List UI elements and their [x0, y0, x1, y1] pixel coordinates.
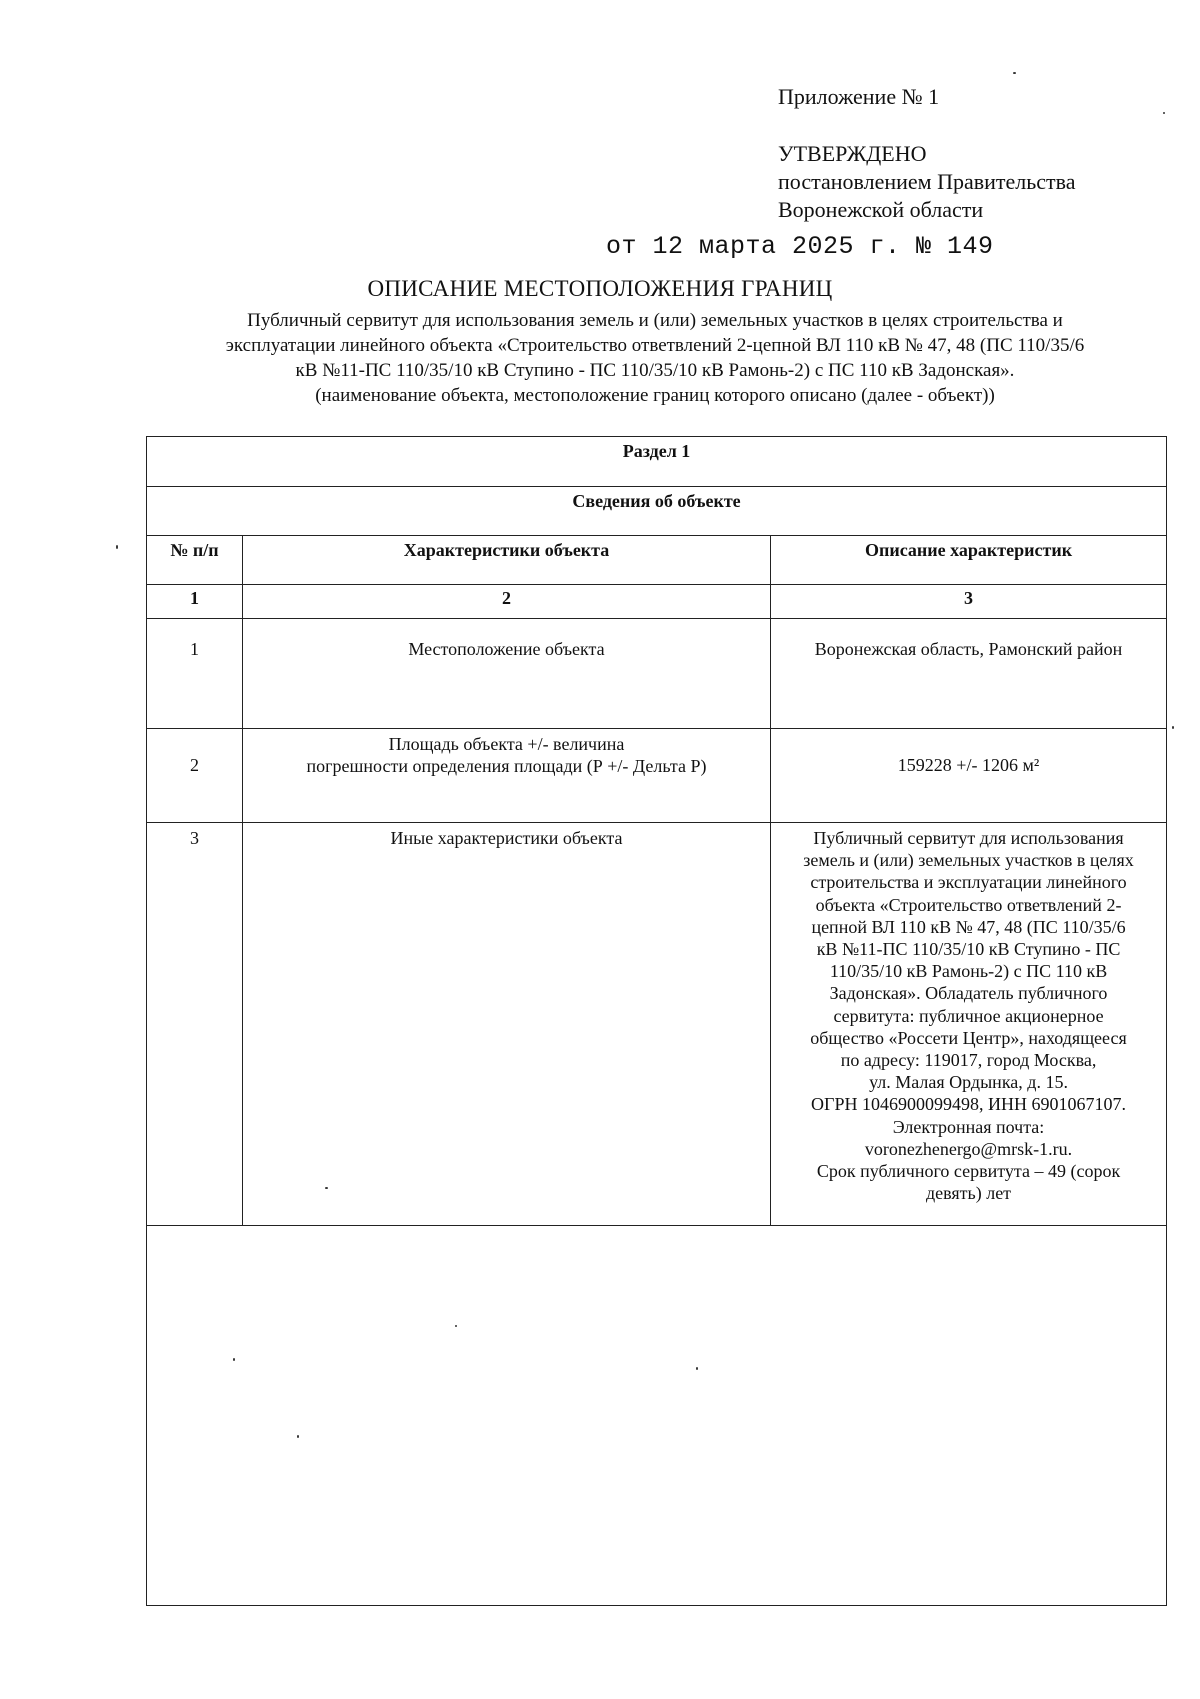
scan-speck: [325, 1187, 328, 1189]
section-title: Раздел 1: [147, 437, 1167, 487]
description-line: ОГРН 1046900099498, ИНН 6901067107.: [811, 1094, 1126, 1115]
empty-area: [147, 1226, 1167, 1606]
scan-speck: [455, 1325, 457, 1327]
row-characteristic: Местоположение объекта: [243, 619, 771, 729]
appendix-label: Приложение № 1: [778, 84, 940, 109]
approved-line: УТВЕРЖДЕНО: [778, 141, 927, 166]
scan-speck: [1013, 72, 1016, 74]
subtitle-line: кВ №11-ПС 110/35/10 кВ Ступино - ПС 110/35/10 кВ Рамонь-2) с ПС 110 кВ Задонская».: [295, 360, 1015, 381]
row-num: 3: [147, 823, 243, 1226]
row-num: 2: [147, 729, 243, 823]
description-line: Задонская». Обладатель публичного: [829, 983, 1108, 1004]
decree-reference: от 12 марта 2025 г. № 149: [606, 232, 994, 261]
description-line: земель и (или) земельных участков в целях: [803, 850, 1134, 871]
characteristic-line: Площадь объекта +/- величина: [388, 734, 625, 754]
description-line: кВ №11-ПС 110/35/10 кВ Ступино - ПС: [816, 939, 1121, 960]
row-num: 1: [147, 619, 243, 729]
description-line: строительства и эксплуатации линейного: [810, 872, 1127, 893]
object-info-table: [146, 436, 1167, 1606]
approved-line: Воронежской области: [778, 197, 984, 222]
empty-area-row: [147, 1226, 1167, 1606]
header-characteristic: Характеристики объекта: [243, 536, 771, 585]
description-line: 110/35/10 кВ Рамонь-2) с ПС 110 кВ: [829, 961, 1108, 982]
description-line: по адресу: 119017, город Москва,: [840, 1050, 1097, 1071]
scan-speck: [1163, 112, 1165, 114]
row-description: Воронежская область, Рамонский район: [771, 619, 1167, 729]
scan-speck: [116, 545, 118, 549]
section-row: [147, 437, 1167, 487]
table-row: [147, 729, 1167, 823]
description-line: объекта «Строительство ответвлений 2-: [815, 894, 1122, 915]
col-number: 3: [771, 585, 1167, 619]
scan-speck: [696, 1367, 698, 1370]
description-line: общество «Россети Центр», находящееся: [810, 1027, 1127, 1048]
description-line: девять) лет: [925, 1183, 1012, 1204]
header-row: [147, 536, 1167, 585]
subtitle-line: Публичный сервитут для использования земель и (или) земельных участков в целях строительства и: [247, 310, 1063, 331]
approval-block: [778, 140, 1076, 224]
row-characteristic: Иные характеристики объекта: [243, 823, 771, 1226]
description-line: Электронная почта:: [892, 1116, 1045, 1137]
approved-line: постановлением Правительства: [778, 169, 1076, 194]
table-row: [147, 619, 1167, 729]
scan-speck: [233, 1358, 235, 1361]
description-line: Срок публичного сервитута – 49 (сорок: [816, 1161, 1121, 1182]
document-title: ОПИСАНИЕ МЕСТОПОЛОЖЕНИЯ ГРАНИЦ: [367, 276, 833, 301]
col-number: 1: [147, 585, 243, 619]
col-number: 2: [243, 585, 771, 619]
row-description: 159228 +/- 1206 м²: [771, 729, 1167, 823]
scan-speck: [1172, 726, 1174, 729]
scan-speck: [297, 1435, 299, 1438]
description-line: Публичный сервитут для использования: [813, 828, 1124, 848]
table-row: [147, 823, 1167, 1226]
column-number-row: [147, 585, 1167, 619]
document-subtitle: [130, 308, 1180, 408]
row-characteristic: [243, 729, 771, 823]
subtitle-line: (наименование объекта, местоположение границ которого описано (далее - объект)): [315, 385, 995, 406]
characteristic-line: погрешности определения площади (Р +/- Дельта Р): [306, 756, 707, 776]
row-description: [771, 823, 1167, 1226]
info-row: [147, 487, 1167, 536]
header-description: Описание характеристик: [771, 536, 1167, 585]
description-line: сервитута: публичное акционерное: [833, 1005, 1104, 1026]
info-title: Сведения об объекте: [147, 487, 1167, 536]
subtitle-line: эксплуатации линейного объекта «Строительство ответвлений 2-цепной ВЛ 110 кВ № 47, 48 (ПС 110/35/6: [225, 335, 1085, 356]
description-line: voronezhenergo@mrsk-1.ru.: [864, 1138, 1073, 1159]
description-line: ул. Малая Ордынка, д. 15.: [869, 1072, 1068, 1093]
header-num: № п/п: [147, 536, 243, 585]
description-line: цепной ВЛ 110 кВ № 47, 48 (ПС 110/35/6: [811, 916, 1126, 937]
